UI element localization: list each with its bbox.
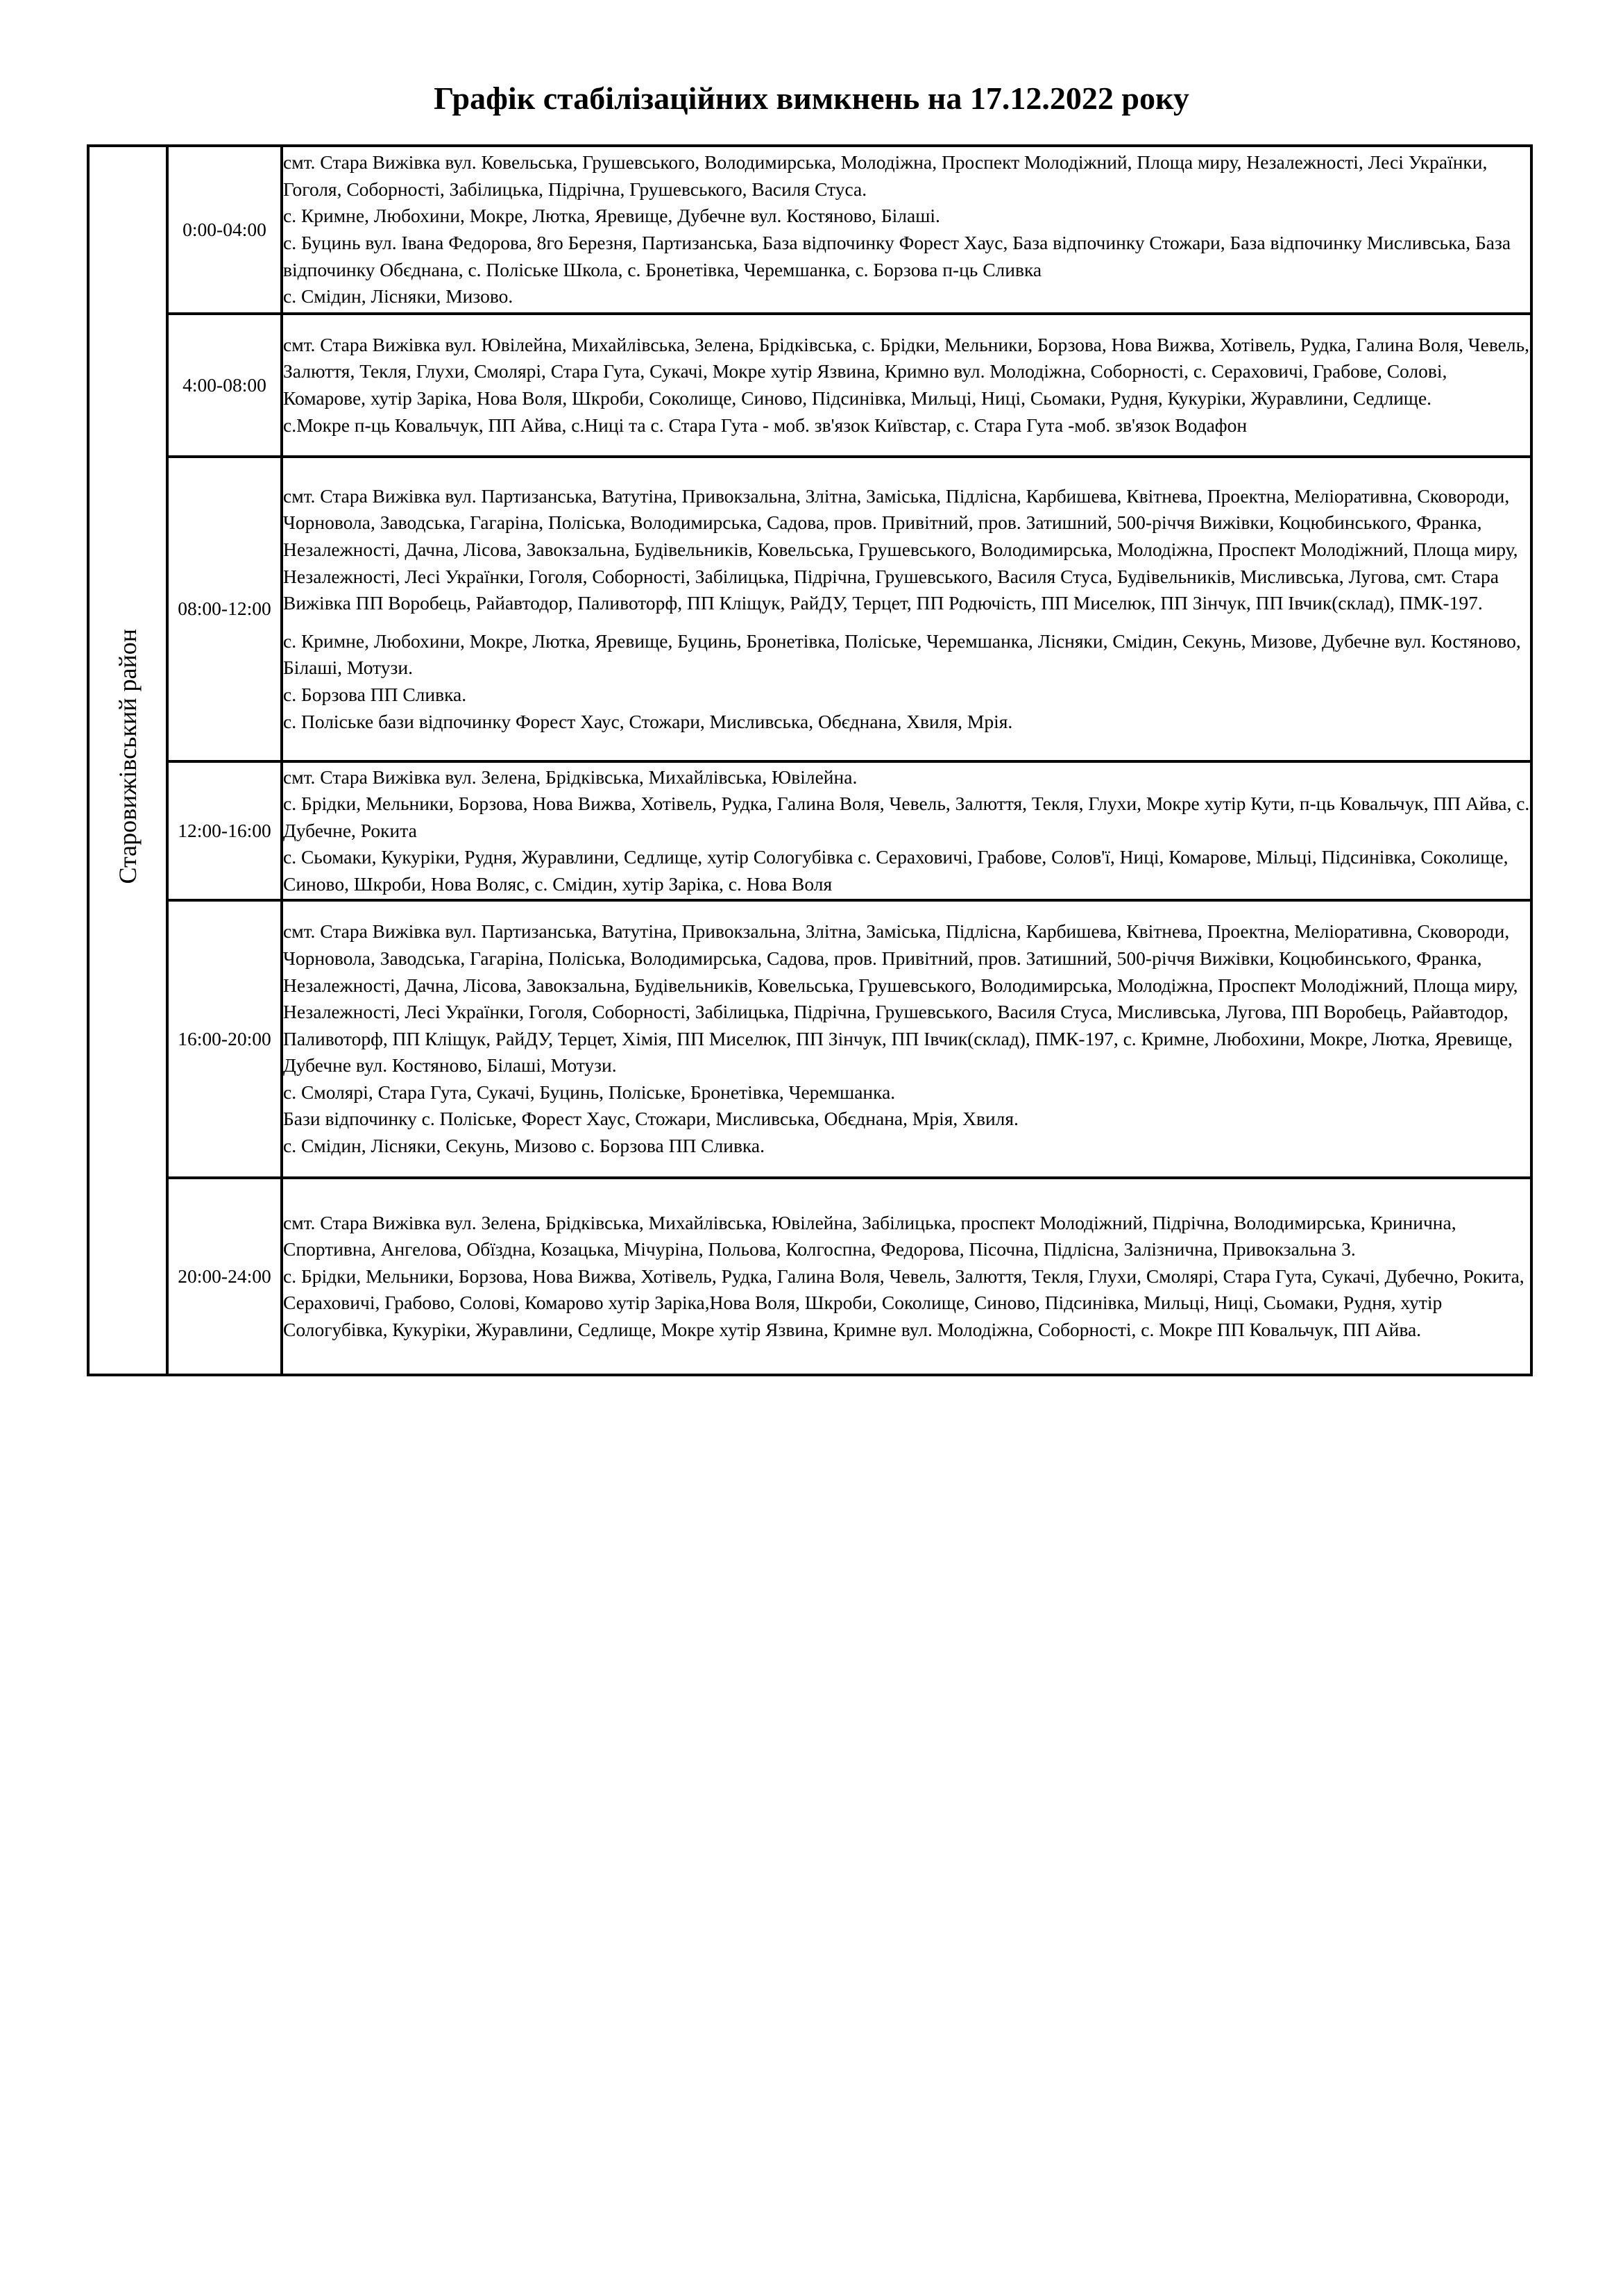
- time-slot-cell: 4:00-08:00: [167, 314, 282, 457]
- areas-paragraph: с. Смідин, Лісняки, Мизово.: [283, 285, 513, 307]
- areas-cell: [282, 457, 1531, 761]
- areas-paragraph: смт. Стара Вижівка вул. Зелена, Брідківська, Михайлівська, Ювілейна, Забілицька, проспект Молодіжний, Підрічна, Володимирська, Кринична, Спортивна, Ангелова, Обїздна, Козацька, Мічуріна, Польова, Колгоспна, Федорова, Пісочна, Підлісна, Залізнична, Привокзальна 3.: [283, 1211, 1456, 1260]
- areas-paragraph: с. Сьомаки, Кукуріки, Рудня, Журавлини, Седлище, хутір Сологубівка с. Сераховичі, Грабове, Солов'ї, Ниці, Комарове, Мільці, Підсинівка, Соколище, Синово, Шкроби, Нова Воляс, с. Смідин, хутір Заріка, с. Нова Воля: [283, 846, 1509, 895]
- areas-paragraph: с. Смідин, Лісняки, Секунь, Мизово с. Борзова ПП Сливка.: [283, 1135, 765, 1157]
- table-row: [88, 761, 1531, 900]
- areas-paragraph: с. Кримне, Любохини, Мокре, Лютка, Яревище, Дубечне вул. Костяново, Білаші.: [283, 205, 940, 227]
- areas-paragraph: смт. Стара Вижівка вул. Ковельська, Грушевського, Володимирська, Молодіжна, Проспект Молодіжний, Площа миру, Незалежності, Лесі Українки, Гоголя, Соборності, Забілицька, Підрічна, Грушевського, Василя Стуса.: [283, 151, 1488, 200]
- page-title: Графік стабілізаційних вимкнень на 17.12.2022 року: [434, 81, 1189, 116]
- areas-paragraph: Бази відпочинку с. Поліське, Форест Хаус, Стожари, Мисливська, Обєднана, Мрія, Хвиля.: [283, 1108, 1019, 1130]
- areas-cell: [282, 314, 1531, 457]
- district-name: Старовижівський район: [114, 629, 142, 884]
- areas-paragraph: смт. Стара Вижівка вул. Зелена, Брідківська, Михайлівська, Ювілейна.: [283, 766, 858, 788]
- time-slot-cell: 20:00-24:00: [167, 1178, 282, 1375]
- areas-paragraph: с.Мокре п-ць Ковальчук, ПП Айва, с.Ниці та с. Стара Гута - моб. зв'язок Київстар, с. Стара Гута -моб. зв'язок Водафон: [283, 414, 1248, 436]
- areas-paragraph: с. Борзова ПП Сливка.: [283, 683, 467, 705]
- areas-cell: [282, 146, 1531, 314]
- time-slot-cell: 0:00-04:00: [167, 146, 282, 314]
- areas-cell: [282, 1178, 1531, 1375]
- time-slot-cell: 16:00-20:00: [167, 900, 282, 1178]
- time-slot-cell: 12:00-16:00: [167, 761, 282, 900]
- areas-paragraph: смт. Стара Вижівка вул. Партизанська, Ватутіна, Привокзальна, Злітна, Заміська, Підлісна, Карбишева, Квітнева, Проектна, Меліоративна, Сковороди, Чорновола, Заводська, Гагаріна, Поліська, Володимирська, Садова, пров. Привітний, пров. Затишний, 500-річчя Вижівки, Коцюбинського, Франка, Незалежності, Дачна, Лісова, Завокзальна, Будівельників, Ковельська, Грушевського, Володимирська, Молодіжна, Проспект Молодіжний, Площа миру, Незалежності, Лесі Українки, Гоголя, Соборності, Забілицька, Підрічна, Грушевського, Василя Стуса, Мисливська, Лугова, ПП Воробець, Райавтодор, Паливоторф, ПП Кліщук, РайДУ, Терцет, Хімія, ПП Миселюк, ПП Зінчук, ПП Івчик(склад), ПМК-197, с. Кримне, Любохини, Мокре, Лютка, Яревище, Дубечне вул. Костяново, Білаші, Мотузи.: [283, 920, 1518, 1077]
- areas-cell: [282, 900, 1531, 1178]
- table-row: [88, 1178, 1531, 1375]
- time-slot-cell: 08:00-12:00: [167, 457, 282, 761]
- table-row: [88, 457, 1531, 761]
- table-row: [88, 146, 1531, 314]
- district-cell: [88, 146, 167, 1375]
- areas-paragraph: с. Кримне, Любохини, Мокре, Лютка, Яревище, Буцинь, Бронетівка, Поліське, Черемшанка, Лісняки, Смідин, Секунь, Мизове, Дубечне вул. Костяново, Білаші, Мотузи.: [283, 630, 1521, 679]
- outage-schedule-table: [87, 144, 1533, 1376]
- areas-paragraph: с. Брідки, Мельники, Борзова, Нова Вижва, Хотівель, Рудка, Галина Воля, Чевель, Залюття, Текля, Глухи, Мокре хутір Кути, п-ць Ковальчук, ПП Айва, с. Дубечне, Рокита: [283, 793, 1530, 841]
- areas-paragraph: с. Буцинь вул. Івана Федорова, 8го Березня, Партизанська, База відпочинку Форест Хаус, База відпочинку Стожари, База відпочинку Мисливська, База відпочинку Обєднана, с. Поліське Школа, с. Бронетівка, Черемшанка, с. Борзова п-ць Сливка: [283, 232, 1511, 280]
- areas-paragraph: с. Брідки, Мельники, Борзова, Нова Вижва, Хотівель, Рудка, Галина Воля, Чевель, Залюття, Текля, Глухи, Смолярі, Стара Гута, Сукачі, Дубечно, Рокита, Сераховичі, Грабово, Солові, Комарово хутір Заріка,Нова Воля, Шкроби, Соколище, Синово, Підсинівка, Мильці, Ниці, Сьомаки, Рудня, хутір Сологубівка, Кукуріки, Журавлини, Седлище, Мокре хутір Язвина, Кримне вул. Молодіжна, Соборності, с. Мокре ПП Ковальчук, ПП Айва.: [283, 1265, 1524, 1340]
- table-row: [88, 314, 1531, 457]
- areas-paragraph: с. Поліське бази відпочинку Форест Хаус, Стожари, Мисливська, Обєднана, Хвиля, Мрія.: [283, 710, 1013, 732]
- table-row: [88, 900, 1531, 1178]
- areas-paragraph: с. Смолярі, Стара Гута, Сукачі, Буцинь, Поліське, Бронетівка, Черемшанка.: [283, 1081, 896, 1103]
- areas-paragraph: смт. Стара Вижівка вул. Партизанська, Ватутіна, Привокзальна, Злітна, Заміська, Підлісна, Карбишева, Квітнева, Проектна, Меліоративна, Сковороди, Чорновола, Заводська, Гагаріна, Поліська, Володимирська, Садова, пров. Привітний, пров. Затишний, 500-річчя Вижівки, Коцюбинського, Франка, Незалежності, Дачна, Лісова, Завокзальна, Будівельників, Ковельська, Грушевського, Володимирська, Молодіжна, Проспект Молодіжний, Площа миру, Незалежності, Лесі Українки, Гоголя, Соборності, Забілицька, Підрічна, Грушевського, Василя Стуса, Будівельників, Мисливська, Лугова, смт. Стара Вижівка ПП Воробець, Райавтодор, Паливоторф, ПП Кліщук, РайДУ, Терцет, ПП Родючість, ПП Миселюк, ПП Зінчук, ПП Івчик(склад), ПМК-197.: [283, 484, 1518, 614]
- areas-paragraph: смт. Стара Вижівка вул. Ювілейна, Михайлівська, Зелена, Брідківська, с. Брідки, Мельники, Борзова, Нова Вижва, Хотівель, Рудка, Галина Воля, Чевель, Залюття, Текля, Глухи, Смолярі, Стара Гута, Сукачі, Мокре хутір Язвина, Кримно вул. Молодіжна, Соборності, с. Сераховичі, Грабове, Солові, Комарове, хутір Заріка, Нова Воля, Шкроби, Соколище, Синово, Підсинівка, Мильці, Ниці, Сьомаки, Рудня, Кукуріки, Журавлини, Седлище.: [283, 333, 1529, 409]
- areas-cell: [282, 761, 1531, 900]
